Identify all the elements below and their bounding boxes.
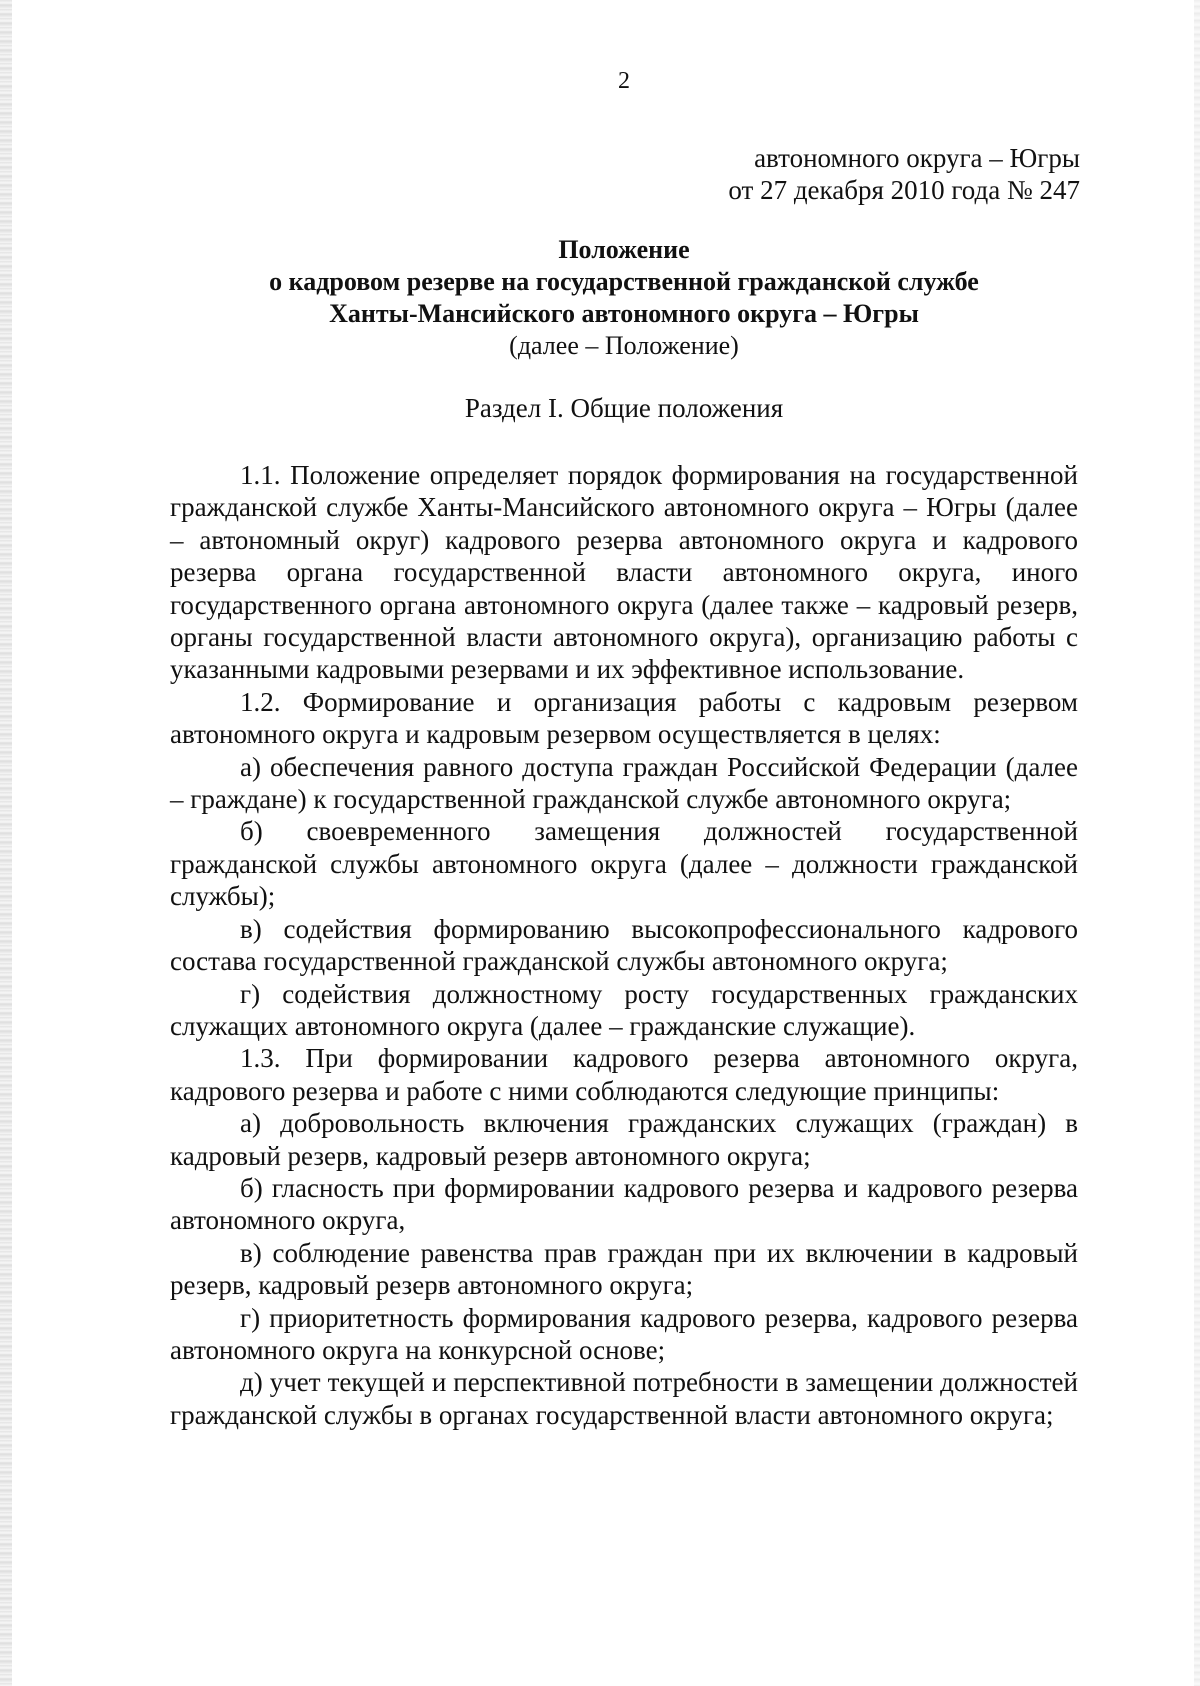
title-line-2: о кадровом резерве на государственной гражданской службе	[269, 267, 979, 296]
page-number: 2	[618, 68, 630, 94]
title-line-1: Положение	[558, 235, 690, 264]
paragraph-1-3-g: г) приоритетность формирования кадрового резерва, кадрового резерва автономного округа на конкурсной основе;	[170, 1302, 1078, 1365]
section-title: Раздел I. Общие положения	[464, 393, 784, 423]
document-title	[170, 234, 1078, 362]
document-body	[170, 459, 1078, 1431]
paragraph-1-3-a: а) добровольность включения гражданских служащих (граждан) в кадровый резерв, кадровый резерв автономного округа;	[170, 1108, 1078, 1171]
paragraph-1-2-a: а) обеспечения равного доступа граждан Российской Федерации (далее – граждане) к государственной гражданской службе автономного округа;	[170, 751, 1078, 815]
paragraph-1-2-v: в) содействия формированию высокопрофессионального кадрового состава государственной гражданской службы автономного округа;	[170, 913, 1078, 977]
paragraph-1-3-b: б) гласность при формировании кадрового резерва и кадрового резерва автономного округа,	[170, 1172, 1078, 1236]
title-line-3: Ханты-Мансийского автономного округа – Югры	[329, 299, 919, 328]
paragraph-1-3-v: в) соблюдение равенства прав граждан при их включении в кадровый резерв, кадровый резерв автономного округа;	[170, 1237, 1078, 1301]
paragraph-1-2-b: б) своевременного замещения должностей государственной гражданской службы автономного округа (далее – должности гражданской службы);	[170, 816, 1078, 912]
title-line-4: (далее – Положение)	[509, 331, 739, 360]
paragraph-1-1: 1.1. Положение определяет порядок формирования на государственной гражданской службе Ханты-Мансийского автономного округа – Югры (далее – автономный округ) кадрового резерва автономного округа и кадрового резерва органа государственной власти автономного округа, иного государственного органа автономного округа (далее также – кадровый резерв, органы государственной власти автономного округа), организацию работы с указанными кадровыми резервами и их эффективное использование.	[170, 460, 1078, 685]
scan-edge-left	[0, 0, 12, 1686]
scan-edge-right	[1194, 0, 1200, 1686]
header-line-2: от 27 декабря 2010 года № 247	[728, 175, 1080, 205]
header-line-1: автономного округа – Югры	[754, 143, 1080, 173]
paragraph-1-2: 1.2. Формирование и организация работы с кадровым резервом автономного округа и кадровым резервом осуществляется в целях:	[170, 686, 1078, 750]
paragraph-1-2-g: г) содействия должностному росту государственных гражданских служащих автономного округа (далее – гражданские служащие).	[170, 978, 1078, 1041]
paragraph-1-3: 1.3. При формировании кадрового резерва автономного округа, кадрового резерва и работе с ними соблюдаются следующие принципы:	[170, 1043, 1078, 1106]
paragraph-1-3-d: д) учет текущей и перспективной потребности в замещении должностей гражданской службы в органах государственной власти автономного округа;	[170, 1367, 1078, 1430]
document-header	[728, 142, 1080, 206]
